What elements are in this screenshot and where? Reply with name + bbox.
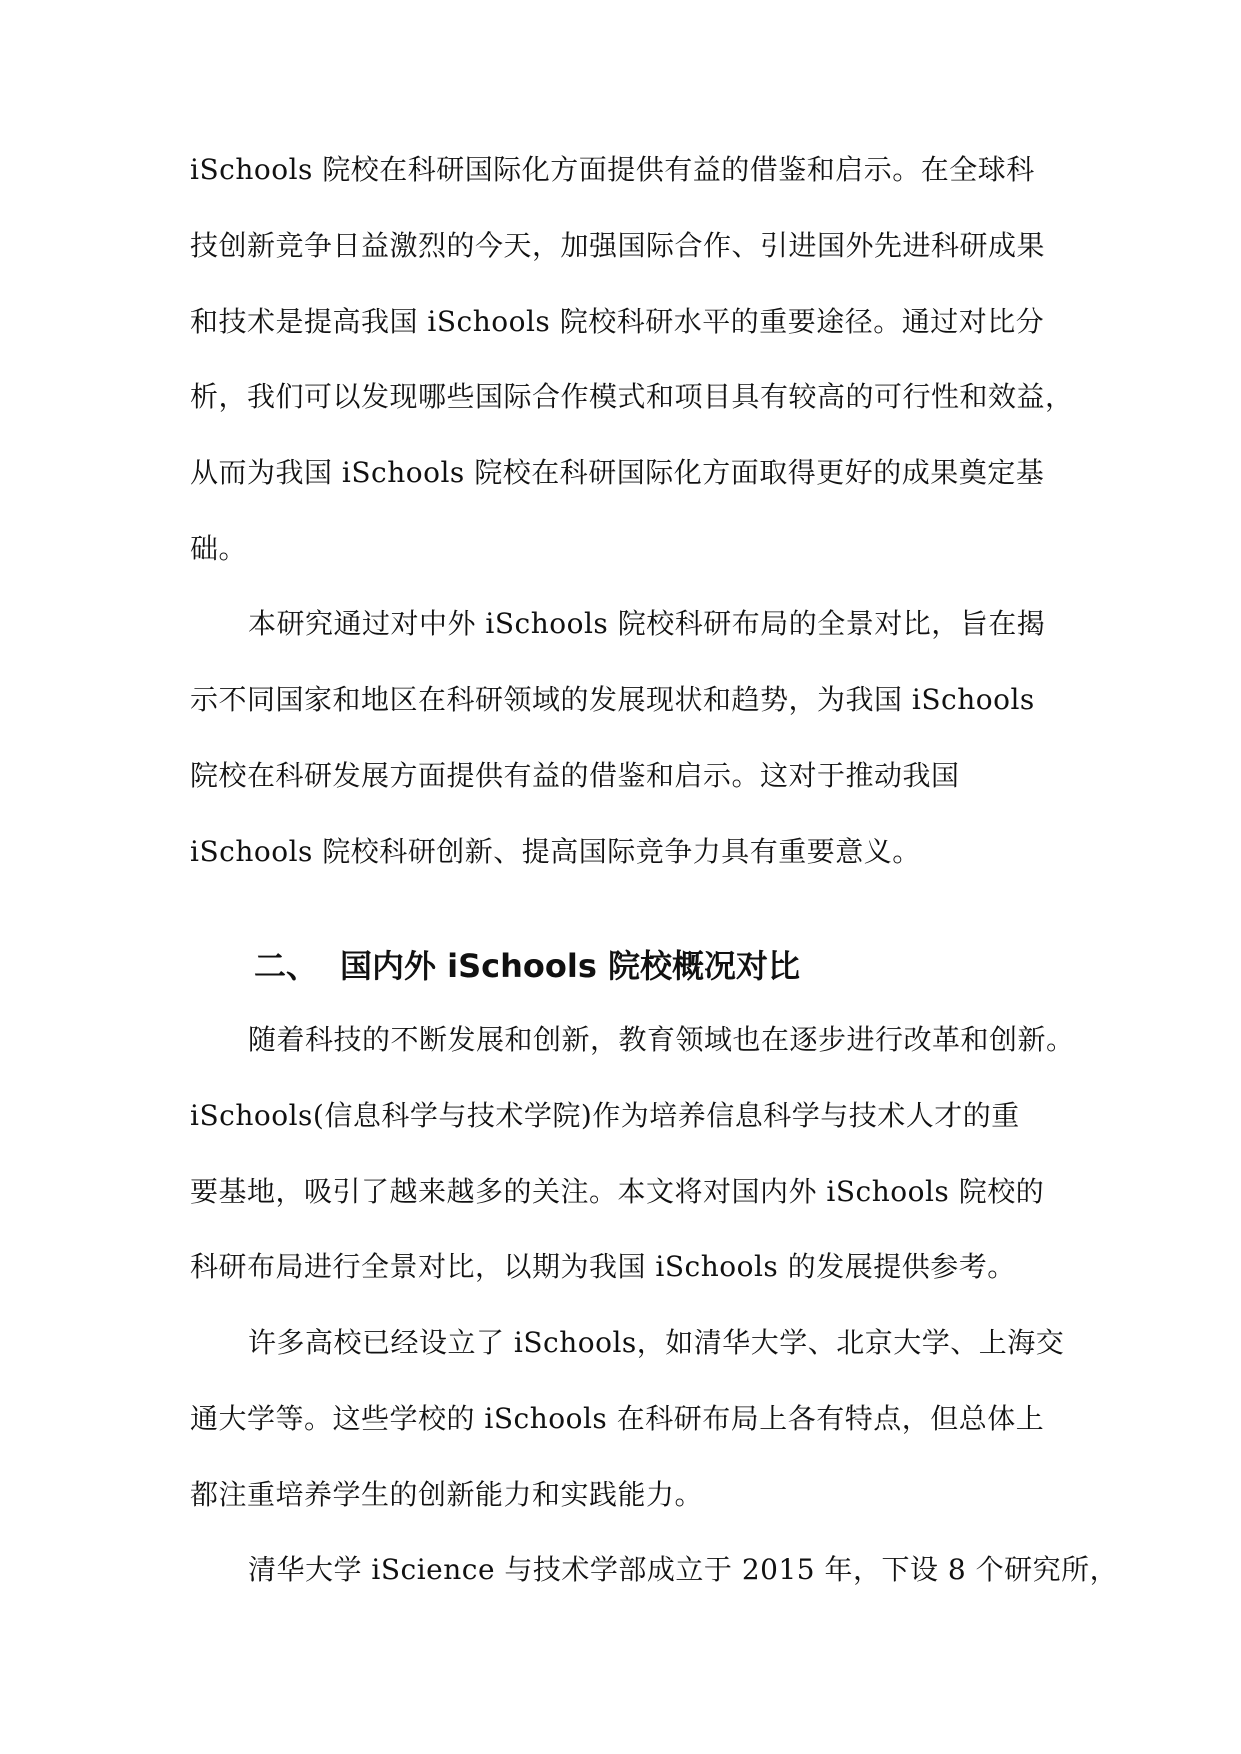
paragraph-1-line-4: 析，我们可以发现哪些国际合作模式和项目具有较高的可行性和效益， [190, 380, 1074, 413]
paragraph-3-line-4: 科研布局进行全景对比，以期为我国 iSchools 的发展提供参考。 [190, 1250, 1016, 1283]
paragraph-3-line-1: 随着科技的不断发展和创新，教育领域也在逐步进行改革和创新。 [248, 1023, 1075, 1056]
paragraph-1-line-2: 技创新竞争日益激烈的今天，加强国际合作、引进国外先进科研成果 [190, 229, 1046, 262]
paragraph-2-line-3: 院校在科研发展方面提供有益的借鉴和启示。这对于推动我国 [190, 759, 960, 792]
paragraph-1-line-5: 从而为我国 iSchools 院校在科研国际化方面取得更好的成果奠定基 [190, 456, 1045, 489]
paragraph-4-line-2: 通大学等。这些学校的 iSchools 在科研布局上各有特点，但总体上 [190, 1402, 1045, 1435]
paragraph-4-line-1: 许多高校已经设立了 iSchools，如清华大学、北京大学、上海交 [248, 1326, 1065, 1359]
paragraph-1-line-1: iSchools 院校在科研国际化方面提供有益的借鉴和启示。在全球科 [190, 153, 1035, 186]
paragraph-1-line-3: 和技术是提高我国 iSchools 院校科研水平的重要途径。通过对比分 [190, 305, 1045, 338]
paragraph-3-line-2: iSchools(信息科学与技术学院)作为培养信息科学与技术人才的重 [190, 1099, 1020, 1132]
paragraph-2-line-1: 本研究通过对中外 iSchools 院校科研布局的全景对比，旨在揭 [248, 607, 1046, 640]
paragraph-2-line-2: 示不同国家和地区在科研领域的发展现状和趋势，为我国 iSchools [190, 683, 1035, 716]
section-number: 二、 [254, 947, 319, 985]
paragraph-2-line-4: iSchools 院校科研创新、提高国际竞争力具有重要意义。 [190, 835, 921, 868]
paragraph-4-line-3: 都注重培养学生的创新能力和实践能力。 [190, 1478, 704, 1511]
section-heading [254, 944, 800, 988]
paragraph-3-line-3: 要基地，吸引了越来越多的关注。本文将对国内外 iSchools 院校的 [190, 1175, 1045, 1208]
paragraph-5-line-1: 清华大学 iScience 与技术学部成立于 2015 年，下设 8 个研究所， [248, 1553, 1119, 1586]
section-title: 国内外 iSchools 院校概况对比 [340, 947, 801, 985]
paragraph-1-line-6: 础。 [190, 532, 248, 565]
